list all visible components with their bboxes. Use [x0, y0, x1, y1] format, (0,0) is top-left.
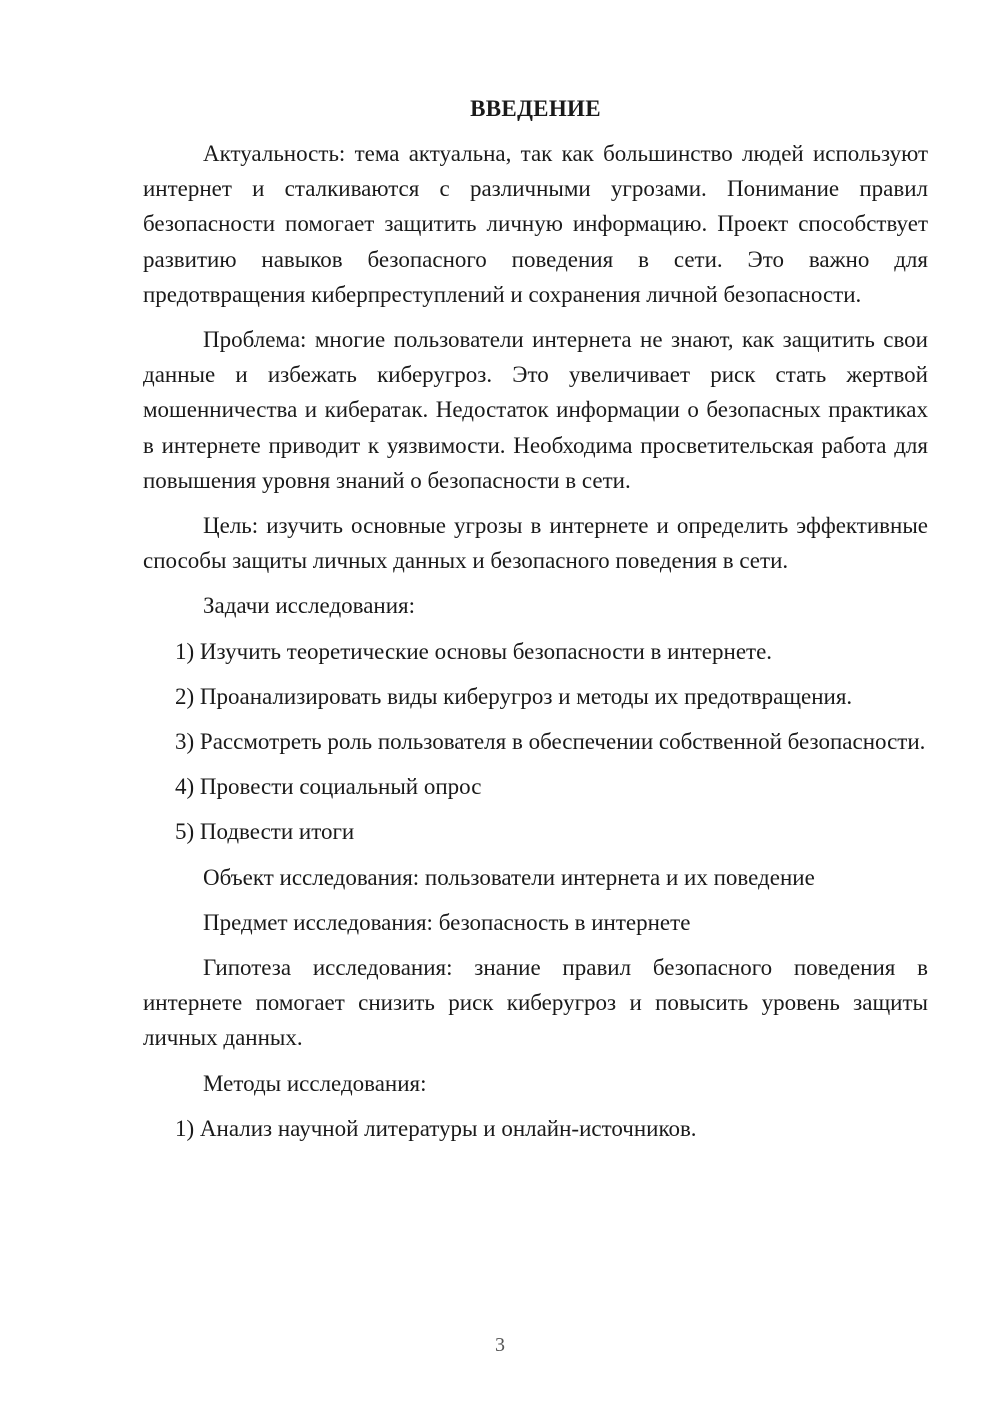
method-item-1: 1) Анализ научной литературы и онлайн-источников. — [175, 1115, 697, 1141]
task-item-5: 5) Подвести итоги — [175, 819, 355, 845]
paragraph-goal: Цель: изучить основные угрозы в интернете и определить эффективные способы защиты личных данных и безопасного поведения в сети. — [143, 513, 928, 574]
paragraph-problem: Проблема: многие пользователи интернета не знают, как защитить свои данные и избежать киберугроз. Это увеличивает риск стать жертвой мошенничества и кибератак. Недостаток информации о безопасных практиках в интернете приводит к уязвимости. Необходима просветительская работа для повышения уровня знаний о безопасности в сети. — [143, 327, 928, 493]
paragraph-relevance: Актуальность: тема актуальна, так как большинство людей используют интернет и сталкиваются с различными угрозами. Понимание правил безопасности помогает защитить личную информацию. Проект способствует развитию навыков безопасного поведения в сети. Это важно для предотвращения киберпреступлений и сохранения личной безопасности. — [143, 141, 928, 307]
paragraph-subject: Предмет исследования: безопасность в интернете — [203, 909, 691, 935]
document-body — [143, 90, 928, 1156]
paragraph-hypothesis: Гипотеза исследования: знание правил безопасного поведения в интернете помогает снизить риск киберугроз и повысить уровень защиты личных данных. — [143, 955, 928, 1051]
paragraph-methods-heading: Методы исследования: — [203, 1070, 427, 1096]
paragraph-object: Объект исследования: пользователи интернета и их поведение — [203, 864, 815, 890]
paragraph-tasks-heading: Задачи исследования: — [203, 593, 416, 619]
page-number: 3 — [495, 1334, 505, 1356]
task-item-1: 1) Изучить теоретические основы безопасности в интернете. — [175, 638, 773, 664]
task-item-2: 2) Проанализировать виды киберугроз и методы их предотвращения. — [175, 683, 853, 709]
task-item-4: 4) Провести социальный опрос — [175, 774, 482, 800]
section-title: ВВЕДЕНИЕ — [470, 96, 601, 121]
task-item-3: 3) Рассмотреть роль пользователя в обеспечении собственной безопасности. — [175, 729, 926, 755]
